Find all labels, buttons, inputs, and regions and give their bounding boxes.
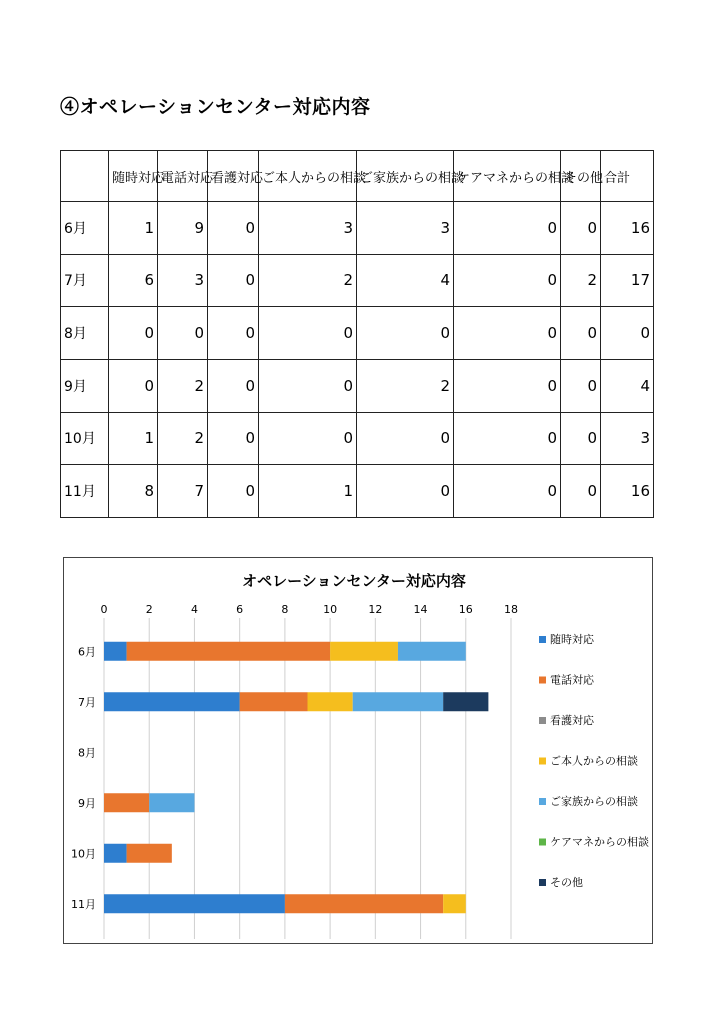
- header-cell: 合計: [601, 151, 654, 202]
- table-cell: 2: [158, 412, 208, 465]
- table-cell: 0: [357, 465, 454, 518]
- header-cell: 随時対応: [109, 151, 158, 202]
- bar-segment: [330, 642, 398, 661]
- bar-segment: [104, 844, 127, 863]
- y-category-label: 7月: [78, 695, 96, 709]
- table-cell: 2: [158, 359, 208, 412]
- legend-label: 電話対応: [550, 673, 594, 687]
- table-cell: 17: [601, 254, 654, 307]
- legend-label: 随時対応: [550, 633, 594, 646]
- table-cell: 0: [259, 307, 357, 360]
- bar-segment: [127, 844, 172, 863]
- y-category-label: 6月: [78, 645, 96, 659]
- table-cell: 0: [561, 359, 601, 412]
- table-cell: 0: [601, 307, 654, 360]
- table-cell: 0: [454, 465, 561, 518]
- table-cell: 2: [259, 254, 357, 307]
- table-row: [61, 465, 654, 518]
- x-tick-label: 14: [413, 603, 428, 616]
- bar-segment: [104, 692, 240, 711]
- row-label: 10月: [61, 412, 109, 465]
- table-cell: 0: [357, 307, 454, 360]
- x-tick-label: 18: [504, 603, 518, 616]
- x-tick-label: 16: [458, 603, 473, 616]
- table-header-row: [61, 151, 654, 202]
- table-cell: 3: [357, 202, 454, 255]
- table-cell: 2: [561, 254, 601, 307]
- legend-swatch: [539, 879, 546, 886]
- page-title: ④オペレーションセンター対応内容: [60, 96, 371, 118]
- row-label: 6月: [61, 202, 109, 255]
- bar-segment: [285, 894, 443, 913]
- x-tick-label: 10: [323, 603, 338, 616]
- chart-title: オペレーションセンター対応内容: [242, 572, 466, 590]
- header-corner: [61, 151, 109, 202]
- y-category-label: 8月: [78, 746, 96, 760]
- table-cell: 0: [259, 412, 357, 465]
- row-label: 11月: [61, 465, 109, 518]
- legend-label: ご家族からの相談: [550, 795, 638, 808]
- table-cell: 9: [158, 202, 208, 255]
- bar-segment: [149, 793, 194, 812]
- table-cell: 0: [561, 412, 601, 465]
- row-label: 8月: [61, 307, 109, 360]
- table-cell: 6: [109, 254, 158, 307]
- table-cell: 4: [601, 359, 654, 412]
- table-cell: 0: [454, 412, 561, 465]
- legend-label: ケアマネからの相談: [550, 835, 649, 849]
- bar-segment: [104, 894, 285, 913]
- table-row: [61, 412, 654, 465]
- table-row: [61, 254, 654, 307]
- table-cell: 1: [109, 202, 158, 255]
- table-cell: 2: [357, 359, 454, 412]
- legend-swatch: [539, 717, 546, 724]
- table-cell: 0: [357, 412, 454, 465]
- x-tick-label: 0: [100, 603, 108, 616]
- row-label: 7月: [61, 254, 109, 307]
- table-cell: 7: [158, 465, 208, 518]
- table-cell: 0: [259, 359, 357, 412]
- table-cell: 0: [208, 202, 259, 255]
- table-cell: 4: [357, 254, 454, 307]
- y-category-label: 10月: [71, 847, 96, 861]
- y-category-label: 9月: [78, 796, 96, 810]
- header-cell: ご家族からの相談: [357, 151, 454, 202]
- legend-swatch: [539, 839, 546, 846]
- legend-label: ご本人からの相談: [550, 754, 638, 768]
- y-category-label: 11月: [71, 897, 96, 911]
- table-cell: 0: [208, 412, 259, 465]
- table-cell: 0: [454, 307, 561, 360]
- table-row: [61, 307, 654, 360]
- table-cell: 3: [158, 254, 208, 307]
- chart-container: [63, 557, 653, 944]
- table-cell: 0: [561, 307, 601, 360]
- legend-swatch: [539, 636, 546, 643]
- bar-segment: [240, 692, 308, 711]
- stacked-bar-chart: [64, 558, 652, 943]
- legend-swatch: [539, 677, 546, 684]
- table-row: [61, 202, 654, 255]
- bar-segment: [353, 692, 443, 711]
- table-cell: 0: [208, 254, 259, 307]
- table-cell: 3: [601, 412, 654, 465]
- table-cell: 16: [601, 465, 654, 518]
- table-cell: 0: [561, 202, 601, 255]
- x-tick-label: 6: [236, 603, 244, 616]
- legend-swatch: [539, 798, 546, 805]
- table-cell: 3: [259, 202, 357, 255]
- table-row: [61, 359, 654, 412]
- header-cell: ケアマネからの相談: [454, 151, 561, 202]
- bar-segment: [443, 692, 488, 711]
- table-cell: 8: [109, 465, 158, 518]
- bar-segment: [104, 793, 149, 812]
- legend-label: 看護対応: [550, 714, 594, 727]
- header-cell: 看護対応: [208, 151, 259, 202]
- table-cell: 0: [561, 465, 601, 518]
- header-cell: その他: [561, 151, 601, 202]
- table-cell: 0: [208, 307, 259, 360]
- bar-segment: [308, 692, 353, 711]
- table-cell: 0: [158, 307, 208, 360]
- x-tick-label: 8: [281, 603, 289, 616]
- x-tick-label: 4: [190, 603, 198, 616]
- table-cell: 0: [454, 254, 561, 307]
- bar-segment: [443, 894, 466, 913]
- table-cell: 0: [109, 359, 158, 412]
- bar-segment: [127, 642, 331, 661]
- bar-segment: [398, 642, 466, 661]
- table-cell: 0: [208, 465, 259, 518]
- table-cell: 16: [601, 202, 654, 255]
- bar-segment: [104, 642, 127, 661]
- table-cell: 0: [454, 359, 561, 412]
- table-cell: 1: [109, 412, 158, 465]
- table-cell: 0: [454, 202, 561, 255]
- row-label: 9月: [61, 359, 109, 412]
- x-tick-label: 12: [368, 603, 383, 616]
- table-cell: 0: [109, 307, 158, 360]
- header-cell: ご本人からの相談: [259, 151, 357, 202]
- table-cell: 1: [259, 465, 357, 518]
- legend-label: その他: [550, 876, 583, 889]
- table-cell: 0: [208, 359, 259, 412]
- data-table: [60, 150, 654, 518]
- header-cell: 電話対応: [158, 151, 208, 202]
- legend-swatch: [539, 758, 546, 765]
- x-tick-label: 2: [145, 603, 153, 616]
